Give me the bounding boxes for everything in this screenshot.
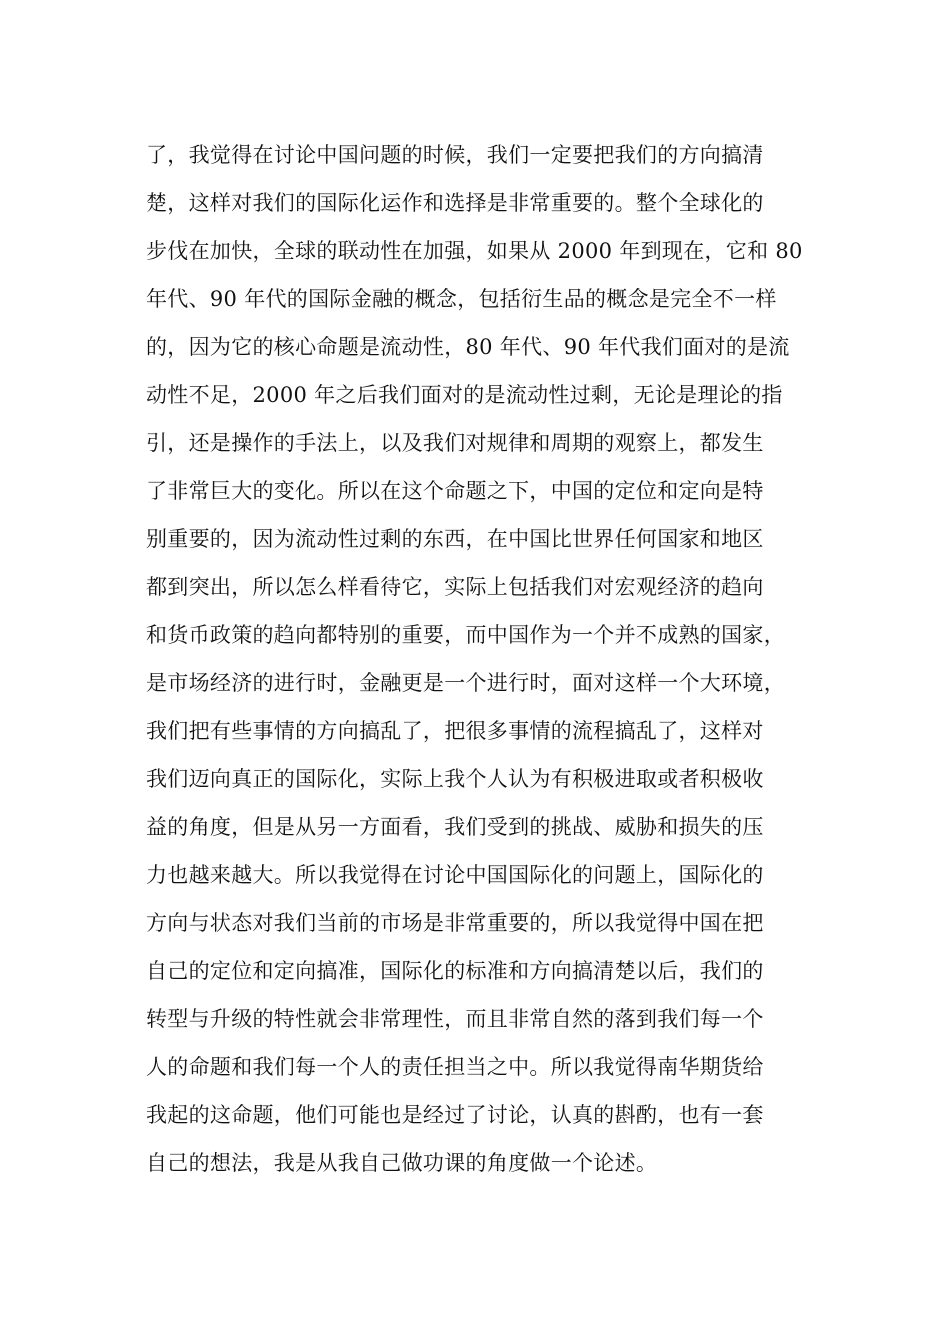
body-paragraph: [146, 131, 836, 1187]
paragraph-line: 我们把有些事情的方向搞乱了，把很多事情的流程搞乱了，这样对: [146, 719, 764, 743]
paragraph-line: 和货币政策的趋向都特别的重要，而中国作为一个并不成熟的国家，: [146, 623, 785, 647]
paragraph-line: 我起的这命题，他们可能也是经过了讨论，认真的斟酌，也有一套: [146, 1103, 764, 1127]
paragraph-line: 自己的定位和定向搞准，国际化的标准和方向搞清楚以后，我们的: [146, 959, 764, 983]
paragraph-line: 我们迈向真正的国际化，实际上我个人认为有积极进取或者积极收: [146, 767, 764, 791]
paragraph-line: 别重要的，因为流动性过剩的东西，在中国比世界任何国家和地区: [146, 527, 764, 551]
paragraph-line: 楚，这样对我们的国际化运作和选择是非常重要的。整个全球化的: [146, 191, 764, 215]
paragraph-line: 引，还是操作的手法上，以及我们对规律和周期的观察上，都发生: [146, 431, 764, 455]
paragraph-line: 人的命题和我们每一个人的责任担当之中。所以我觉得南华期货给: [146, 1055, 764, 1079]
paragraph-line: 是市场经济的进行时，金融更是一个进行时，面对这样一个大环境，: [146, 671, 785, 695]
paragraph-line: 了，我觉得在讨论中国问题的时候，我们一定要把我们的方向搞清: [146, 143, 764, 167]
paragraph-line: 都到突出，所以怎么样看待它，实际上包括我们对宏观经济的趋向: [146, 575, 764, 599]
paragraph-line: 方向与状态对我们当前的市场是非常重要的，所以我觉得中国在把: [146, 911, 764, 935]
paragraph-line: 动性不足，2000 年之后我们面对的是流动性过剩，无论是理论的指: [146, 383, 783, 407]
paragraph-line: 步伐在加快，全球的联动性在加强，如果从 2000 年到现在，它和 80: [146, 239, 803, 263]
paragraph-line: 自己的想法，我是从我自己做功课的角度做一个论述。: [146, 1151, 658, 1175]
paragraph-line: 年代、90 年代的国际金融的概念，包括衍生品的概念是完全不一样: [146, 287, 777, 311]
paragraph-line: 力也越来越大。所以我觉得在讨论中国国际化的问题上，国际化的: [146, 863, 764, 887]
paragraph-line: 了非常巨大的变化。所以在这个命题之下，中国的定位和定向是特: [146, 479, 764, 503]
paragraph-line: 益的角度，但是从另一方面看，我们受到的挑战、威胁和损失的压: [146, 815, 764, 839]
paragraph-line: 转型与升级的特性就会非常理性，而且非常自然的落到我们每一个: [146, 1007, 764, 1031]
paragraph-line: 的，因为它的核心命题是流动性，80 年代、90 年代我们面对的是流: [146, 335, 790, 359]
